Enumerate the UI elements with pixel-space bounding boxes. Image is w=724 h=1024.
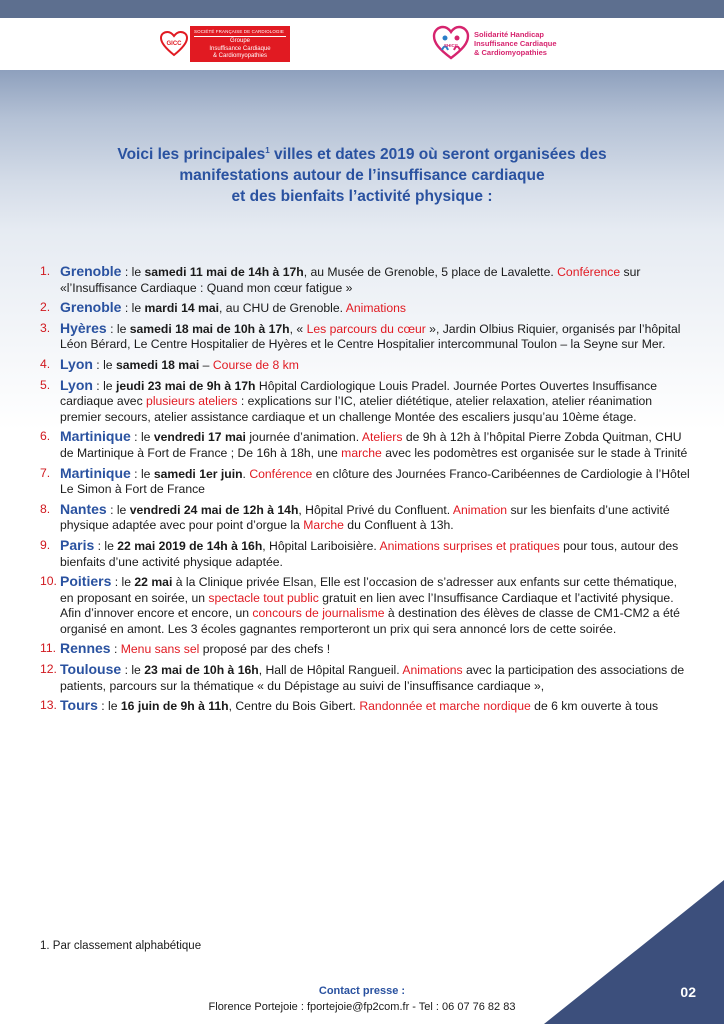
press-contact-details: Florence Portejoie : fportejoie@fp2com.fr - Tel : 06 07 76 82 83	[208, 1001, 516, 1013]
event-city: Toulouse	[60, 661, 122, 678]
headline-line-3: et des bienfaits l’activité physique :	[231, 188, 493, 206]
event-text: à la Clinique privée Elsan, Elle est l’occasion de s’adresser aux enfants sur cette thématique, en proposant en soirée, un	[60, 575, 678, 605]
event-number: 12.	[40, 662, 57, 677]
event-item	[40, 378, 690, 426]
event-city: Lyon	[60, 355, 93, 372]
event-highlight: Conférence	[249, 466, 313, 481]
event-description	[60, 502, 690, 534]
event-text: –	[199, 357, 213, 372]
event-number: 5.	[40, 377, 51, 392]
event-text: : le	[130, 466, 154, 481]
event-city: Grenoble	[60, 263, 122, 279]
event-text: , Hôpital Lariboisière.	[262, 538, 380, 553]
event-text: sur «l’Insuffisance Cardiaque : Quand mon cœur fatigue »	[60, 265, 641, 295]
page-headline	[0, 140, 724, 207]
event-text: : le	[121, 663, 145, 678]
event-item	[40, 300, 690, 317]
gicc-society-name: SOCIÉTÉ FRANÇAISE DE CARDIOLOGIE	[194, 28, 286, 37]
event-number: 2.	[40, 300, 51, 315]
event-text: .	[242, 466, 250, 481]
event-description	[60, 321, 690, 353]
footnote: 1. Par classement alphabétique	[40, 940, 202, 952]
event-text: : le	[111, 575, 135, 590]
heart-people-icon	[432, 24, 470, 62]
event-highlight: Ateliers	[361, 430, 403, 445]
event-number: 6.	[40, 429, 51, 444]
event-date: mardi 14 mai	[144, 301, 220, 316]
event-text: proposé par des chefs !	[199, 642, 331, 657]
event-number: 3.	[40, 320, 51, 335]
event-item	[40, 574, 690, 637]
event-date: jeudi 23 mai de 9h à 17h	[115, 378, 256, 393]
event-city: Nantes	[60, 500, 107, 517]
event-text: de 9h à 12h à l’hôpital Pierre Zobda Quitman, CHU de Martinique à Fort de France ; De 16h à 18h, une	[60, 430, 682, 460]
event-text: en clôture des Journées Franco-Caribéennes de Cardiologie à l’Hôtel Le Simon à Fort de France	[60, 466, 690, 497]
event-text: de 6 km ouverte à tous	[530, 699, 659, 714]
shicc-line-2: Insuffisance Cardiaque	[474, 39, 557, 48]
shicc-logo-text	[474, 30, 557, 57]
event-text: journée d’animation.	[245, 430, 362, 445]
event-highlight: marche	[341, 445, 382, 460]
event-text: Hôpital Cardiologique Louis Pradel. Journée Portes Ouvertes Insuffisance cardiaque avec	[60, 378, 658, 409]
event-text: à destination des élèves de classe de CM1-CM2 a été organisé en amont. Les 3 écoles gagnantes remporteront un prix qui sera annoncé lors de cette soirée.	[60, 606, 680, 636]
event-date: samedi 1er juin	[153, 466, 243, 481]
event-item	[40, 321, 690, 353]
event-city: Hyères	[60, 319, 107, 336]
event-highlight: Animations	[345, 301, 407, 316]
event-text: , «	[289, 321, 307, 336]
gicc-logo	[160, 26, 290, 62]
event-number: 11.	[40, 641, 57, 656]
press-contact-label: Contact presse :	[318, 985, 406, 997]
event-date: samedi 18 mai	[115, 357, 200, 372]
event-date: vendredi 24 mai de 12h à 14h	[129, 502, 299, 517]
event-text: , au Musée de Grenoble, 5 place de Lavalette.	[303, 265, 558, 279]
event-highlight: Course de 8 km	[212, 357, 299, 372]
event-highlight: Conférence	[557, 265, 621, 279]
event-date: 16 juin de 9h à 11h	[120, 699, 229, 714]
headline-line-2: manifestations autour de l’insuffisance cardiaque	[179, 167, 545, 185]
event-text: du Confluent à 13h.	[343, 518, 454, 533]
event-date: 22 mai	[134, 575, 173, 590]
event-highlight: Animations surprises et pratiques	[379, 538, 560, 553]
event-text: : le	[121, 265, 145, 279]
event-text: avec la participation des associations de patients, parcours sur la thématique « du Dépistage au suivi de l’insuffisance cardiaque »,	[60, 663, 685, 693]
logo-bar	[0, 18, 724, 70]
event-text: : le	[94, 538, 118, 553]
heart-icon	[160, 30, 188, 58]
event-date: samedi 18 mai de 10h à 17h	[129, 321, 290, 336]
event-city: Paris	[60, 536, 95, 553]
event-text: : le	[121, 301, 145, 316]
event-text: : le	[97, 699, 121, 714]
event-number: 10.	[40, 574, 57, 589]
event-description	[60, 378, 690, 426]
event-text: : le	[130, 430, 154, 445]
event-text: :	[110, 642, 121, 657]
event-description	[60, 264, 690, 296]
event-text: : le	[106, 502, 130, 517]
gicc-line-2: Insuffisance Cardiaque	[209, 45, 271, 52]
event-number: 1.	[40, 264, 51, 278]
event-description	[60, 429, 690, 461]
event-description	[60, 357, 690, 374]
footnote-marker: 1	[265, 146, 270, 155]
event-text: gratuit en lien avec l’Insuffisance Cardiaque et l’activité physique. Afin d’innover encore et encore, un	[60, 590, 674, 621]
event-item	[40, 264, 690, 296]
event-number: 13.	[40, 698, 57, 713]
event-item	[40, 662, 690, 694]
event-highlight: spectacle tout public	[208, 590, 319, 605]
event-highlight: Menu sans sel	[120, 642, 200, 657]
event-item	[40, 698, 690, 715]
event-highlight: Randonnée et marche nordique	[359, 699, 531, 714]
event-city: Poitiers	[60, 573, 112, 590]
gicc-line-3: & Cardiomyopathies	[212, 53, 268, 59]
event-description	[60, 662, 690, 694]
event-date: vendredi 17 mai	[153, 430, 246, 445]
event-text: pour tous, autour des bienfaits d’une activité physique adaptée.	[60, 538, 679, 569]
event-description	[60, 538, 690, 570]
event-item	[40, 641, 690, 658]
event-number: 8.	[40, 501, 51, 516]
event-description	[60, 574, 690, 637]
event-text: », Jardin Olbius Riquier, organisés par l’hôpital Léon Bérard, Le Centre Hospitalier de Hyères et le Centre Hospitalier intercommunal Toulon – la Seyne sur Mer.	[60, 321, 681, 352]
event-number: 7.	[40, 465, 51, 480]
event-date: 22 mai 2019 de 14h à 16h	[117, 538, 263, 553]
event-number: 4.	[40, 356, 51, 371]
event-text: , Hall de Hôpital Rangueil.	[258, 663, 403, 678]
event-city: Lyon	[60, 376, 93, 393]
event-highlight: Marche	[303, 518, 344, 533]
event-item	[40, 357, 690, 374]
event-text: : le	[92, 378, 116, 393]
shicc-line-3: & Cardiomyopathies	[474, 48, 547, 57]
event-city: Martinique	[60, 428, 131, 445]
page-number: 02	[680, 984, 696, 1000]
headline-line-1	[0, 140, 724, 165]
event-description	[60, 641, 690, 658]
event-text: : explications sur l’IC, atelier diététique, atelier relaxation, atelier réanimation premier secours, atelier assistance cardiaque et un challenge Montée des escaliers jusqu’au 10ème étage.	[60, 394, 653, 424]
event-city: Martinique	[60, 464, 131, 481]
event-highlight: Animations	[402, 663, 463, 678]
event-item	[40, 502, 690, 534]
event-city: Grenoble	[60, 299, 122, 316]
event-number: 9.	[40, 537, 51, 552]
shicc-logo	[432, 24, 612, 64]
event-description	[60, 698, 690, 715]
event-highlight: Animation	[452, 502, 508, 517]
top-banner-strip	[0, 0, 724, 18]
event-highlight: Les parcours du cœur	[306, 321, 426, 336]
headline-line-1-text: Voici les principales$^1$ villes et dates 2019 où seront organisées des	[117, 146, 607, 164]
event-highlight: concours de journalisme	[252, 606, 385, 621]
event-text: , Centre du Bois Gibert.	[228, 699, 360, 714]
event-item	[40, 538, 690, 570]
event-text: : le	[106, 321, 130, 336]
shicc-line-1: Solidarité Handicap	[474, 30, 545, 39]
event-description	[60, 466, 690, 498]
event-date: 23 mai de 10h à 16h	[144, 663, 259, 678]
event-text: , au CHU de Grenoble.	[219, 301, 346, 316]
event-text: : le	[92, 357, 116, 372]
event-item	[40, 466, 690, 498]
event-list	[40, 264, 690, 719]
gicc-heart-text: GICC	[166, 41, 182, 47]
event-description	[60, 300, 690, 317]
event-highlight: plusieurs ateliers	[146, 394, 238, 409]
event-city: Tours	[60, 697, 98, 714]
event-item	[40, 429, 690, 461]
event-date: samedi 11 mai de 14h à 17h	[144, 265, 304, 279]
gicc-line-1: Groupe	[229, 38, 250, 44]
gicc-logo-box	[190, 26, 290, 62]
event-text: sur les bienfaits d’une activité physique adaptée avec pour point d’orgue la	[60, 502, 670, 533]
event-text: , Hôpital Privé du Confluent.	[298, 502, 453, 517]
shicc-heart-text: SHICC	[443, 43, 459, 48]
event-city: Rennes	[60, 640, 111, 657]
event-text: avec les podomètres est organisée sur le stade à Trinité	[381, 445, 688, 460]
